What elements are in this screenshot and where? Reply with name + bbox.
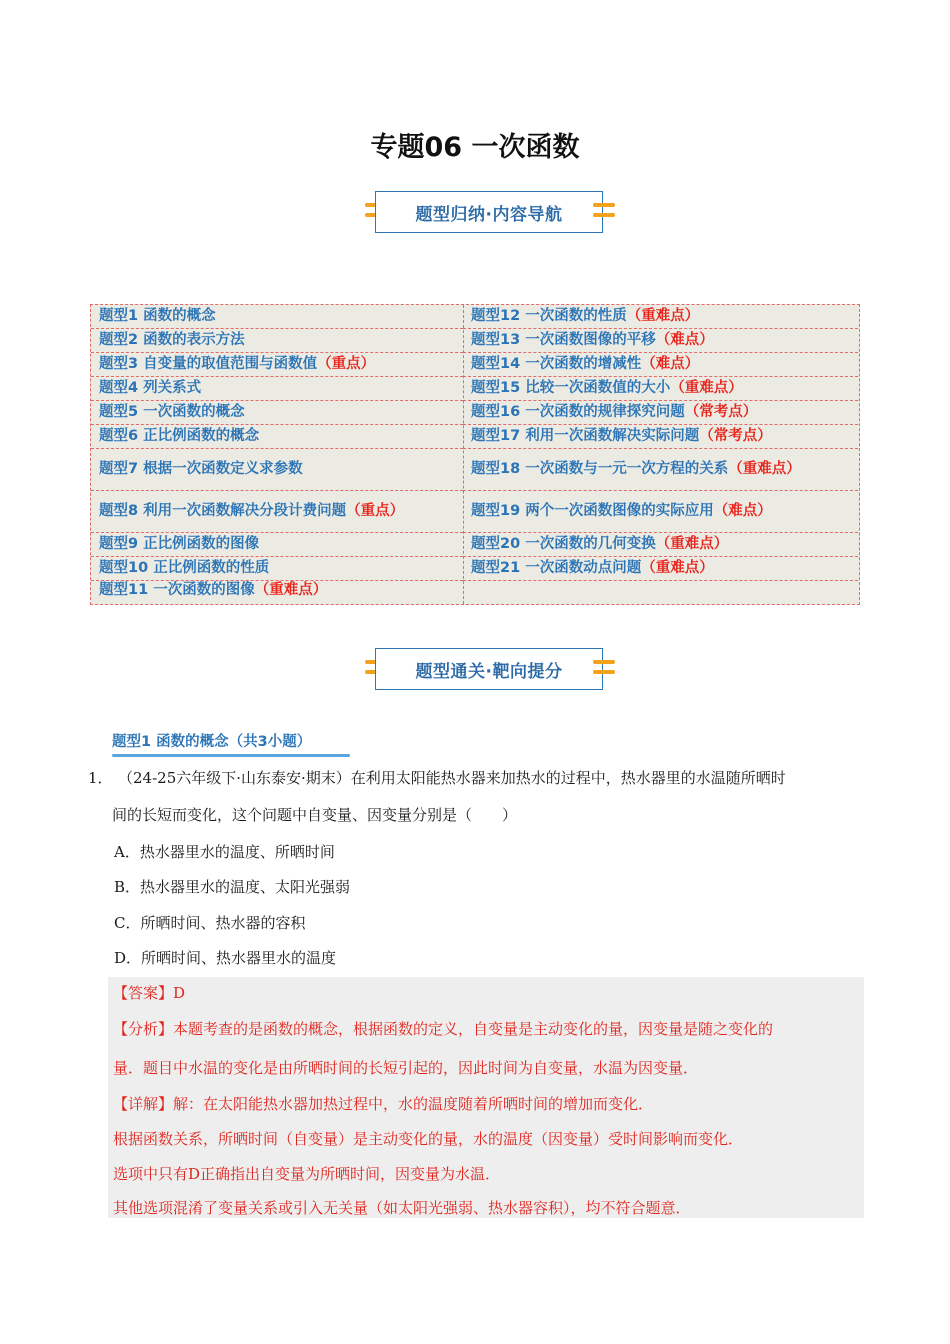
nav-item[interactable] <box>91 449 463 491</box>
nav-item[interactable] <box>91 491 463 533</box>
nav-item-tag: （常考点） <box>684 404 758 420</box>
nav-item-label: 题型8 利用一次函数解决分段计费问题 <box>99 503 347 519</box>
nav-item-tag: （重难点） <box>254 582 328 598</box>
option-a: A．热水器里水的温度、所晒时间 <box>114 843 335 861</box>
nav-item-label: 题型12 一次函数的性质 <box>471 308 627 324</box>
section-heading-text: 题型1 函数的概念（共3小题） <box>112 734 312 750</box>
nav-item[interactable] <box>463 557 858 581</box>
answer-block <box>108 977 864 1218</box>
nav-item[interactable] <box>91 425 463 449</box>
nav-item[interactable] <box>463 353 858 377</box>
detail-line-3: 选项中只有D正确指出自变量为所晒时间，因变量为水温． <box>113 1165 501 1183</box>
section-heading-underline <box>112 754 350 757</box>
nav-item[interactable] <box>463 533 858 557</box>
nav-item[interactable] <box>91 329 463 353</box>
nav-item-label: 题型14 一次函数的增减性 <box>471 356 642 372</box>
nav-item-label: 题型6 正比例函数的概念 <box>99 428 260 444</box>
nav-column-left <box>91 305 464 604</box>
nav-item-tag: （重难点） <box>626 308 700 324</box>
nav-item-label: 题型18 一次函数与一元一次方程的关系 <box>471 461 729 477</box>
banner-deco-right <box>593 660 615 678</box>
nav-item-label: 题型13 一次函数图像的平移 <box>471 332 656 348</box>
nav-item-label: 题型3 自变量的取值范围与函数值 <box>99 356 318 372</box>
nav-item-tag: （难点） <box>713 503 772 519</box>
nav-item-tag: （重难点） <box>655 536 729 552</box>
practice-banner-label: 题型通关·靶向提分 <box>375 648 603 690</box>
nav-item[interactable] <box>91 581 463 600</box>
option-c: C．所晒时间、热水器的容积 <box>114 914 306 932</box>
detail-line-4: 其他选项混淆了变量关系或引入无关量（如太阳光强弱、热水器容积），均不符合题意． <box>113 1199 691 1217</box>
topic-navigation-table <box>90 304 860 605</box>
nav-item[interactable] <box>91 401 463 425</box>
nav-item[interactable] <box>91 377 463 401</box>
nav-item-tag: （难点） <box>641 356 700 372</box>
nav-item[interactable] <box>463 491 858 533</box>
nav-item[interactable] <box>463 401 858 425</box>
option-b: B．热水器里水的温度、太阳光强弱 <box>114 878 351 896</box>
nav-item[interactable] <box>91 353 463 377</box>
nav-item-label: 题型15 比较一次函数值的大小 <box>471 380 671 396</box>
page-title: 专题06 一次函数 <box>370 132 580 163</box>
nav-item-label: 题型17 利用一次函数解决实际问题 <box>471 428 700 444</box>
nav-item[interactable] <box>463 425 858 449</box>
nav-item-tag: （重点） <box>346 503 405 519</box>
nav-item[interactable] <box>91 305 463 329</box>
nav-item-tag: （重难点） <box>641 560 714 576</box>
nav-item-tag: （常考点） <box>699 428 772 444</box>
nav-item-tag: （重难点） <box>670 380 743 396</box>
nav-item-label: 题型19 两个一次函数图像的实际应用 <box>471 503 714 519</box>
nav-item[interactable] <box>463 377 858 401</box>
nav-item-label: 题型10 正比例函数的性质 <box>99 560 270 576</box>
option-d: D．所晒时间、热水器里水的温度 <box>114 949 337 967</box>
nav-item-label: 题型11 一次函数的图像 <box>99 582 255 598</box>
answer-line: 【答案】D <box>113 984 186 1002</box>
nav-item-label: 题型2 函数的表示方法 <box>99 332 245 348</box>
nav-item-label: 题型21 一次函数动点问题 <box>471 560 642 576</box>
nav-item-label: 题型5 一次函数的概念 <box>99 404 245 420</box>
detail-line-1: 【详解】解：在太阳能热水器加热过程中，水的温度随着所晒时间的增加而变化． <box>113 1095 654 1113</box>
nav-item-label: 题型20 一次函数的几何变换 <box>471 536 656 552</box>
nav-item-label: 题型16 一次函数的规律探究问题 <box>471 404 685 420</box>
analysis-line-2: 量．题目中水温的变化是由所晒时间的长短引起的，因此时间为自变量，水温为因变量． <box>113 1059 699 1077</box>
practice-banner <box>365 648 615 692</box>
question-number: 1． <box>88 769 113 787</box>
nav-item[interactable] <box>91 533 463 557</box>
detail-line-2: 根据函数关系，所晒时间（自变量）是主动变化的量，水的温度（因变量）受时间影响而变化． <box>113 1130 744 1148</box>
question-text-line2: 间的长短而变化，这个问题中自变量、因变量分别是（ ） <box>112 806 518 824</box>
nav-item-tag: （重点） <box>317 356 376 372</box>
nav-item-tag: （重难点） <box>728 461 801 477</box>
section-heading <box>112 730 311 753</box>
nav-item-label: 题型1 函数的概念 <box>99 308 216 324</box>
question-text-line1: （24-25六年级下·山东泰安·期末）在利用太阳能热水器来加热水的过程中，热水器里的水温随所晒时 <box>118 769 786 787</box>
nav-item-tag: （难点） <box>655 332 714 348</box>
nav-item[interactable] <box>91 557 463 581</box>
banner-deco-right <box>593 203 615 221</box>
nav-item-label: 题型4 列关系式 <box>99 380 202 396</box>
nav-column-right <box>463 305 858 604</box>
nav-item[interactable] <box>463 581 858 600</box>
nav-item-label: 题型9 正比例函数的图像 <box>99 536 260 552</box>
nav-item[interactable] <box>463 449 858 491</box>
nav-banner-label: 题型归纳·内容导航 <box>375 191 603 233</box>
nav-item[interactable] <box>463 329 858 353</box>
nav-item-label: 题型7 根据一次函数定义求参数 <box>99 461 303 477</box>
analysis-line-1: 【分析】本题考查的是函数的概念，根据函数的定义，自变量是主动变化的量，因变量是随之变化的 <box>113 1020 774 1038</box>
nav-banner <box>365 191 615 235</box>
nav-item[interactable] <box>463 305 858 329</box>
